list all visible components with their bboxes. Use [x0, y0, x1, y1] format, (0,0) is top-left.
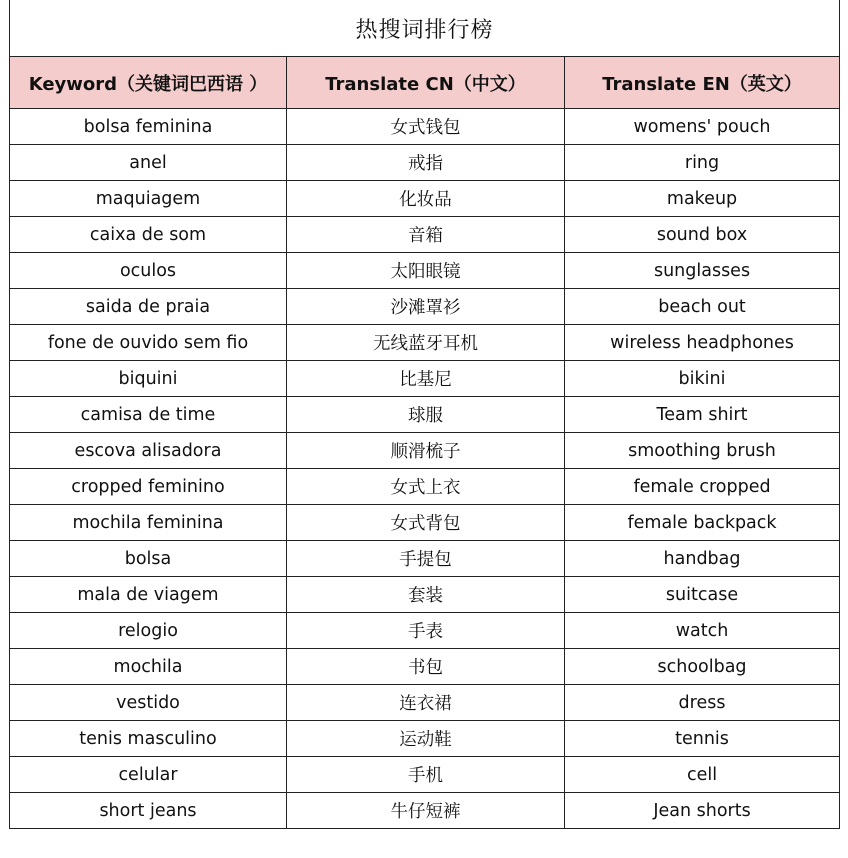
translate-en-cell[interactable]: Team shirt: [565, 397, 840, 433]
translate-cn-cell[interactable]: 音箱: [287, 217, 565, 253]
keyword-cell[interactable]: vestido: [10, 685, 287, 721]
keyword-cell[interactable]: short jeans: [10, 793, 287, 829]
table-row: [10, 793, 840, 829]
translate-cn-cell[interactable]: 沙滩罩衫: [287, 289, 565, 325]
translate-cn-cell[interactable]: 手表: [287, 613, 565, 649]
table-row: [10, 109, 840, 145]
keyword-cell[interactable]: tenis masculino: [10, 721, 287, 757]
keyword-cell[interactable]: caixa de som: [10, 217, 287, 253]
keyword-cell[interactable]: cropped feminino: [10, 469, 287, 505]
table-body: [10, 109, 840, 829]
translate-en-cell[interactable]: female cropped: [565, 469, 840, 505]
translate-cn-cell[interactable]: 女式钱包: [287, 109, 565, 145]
translate-en-cell[interactable]: cell: [565, 757, 840, 793]
translate-en-cell[interactable]: womens' pouch: [565, 109, 840, 145]
translate-en-cell[interactable]: handbag: [565, 541, 840, 577]
table-title: 热搜词排行榜: [10, 0, 840, 57]
table-row: [10, 577, 840, 613]
translate-en-cell[interactable]: bikini: [565, 361, 840, 397]
translate-cn-cell[interactable]: 书包: [287, 649, 565, 685]
table-row: [10, 721, 840, 757]
keyword-cell[interactable]: camisa de time: [10, 397, 287, 433]
translate-cn-cell[interactable]: 化妆品: [287, 181, 565, 217]
keyword-cell[interactable]: escova alisadora: [10, 433, 287, 469]
table-row: [10, 289, 840, 325]
table-row: [10, 397, 840, 433]
table-row: [10, 253, 840, 289]
table-row: [10, 505, 840, 541]
translate-cn-cell[interactable]: 女式背包: [287, 505, 565, 541]
table-row: [10, 469, 840, 505]
keyword-cell[interactable]: mochila: [10, 649, 287, 685]
keyword-cell[interactable]: mala de viagem: [10, 577, 287, 613]
translate-cn-cell[interactable]: 手机: [287, 757, 565, 793]
translate-cn-cell[interactable]: 女式上衣: [287, 469, 565, 505]
translate-cn-cell[interactable]: 顺滑梳子: [287, 433, 565, 469]
translate-en-cell[interactable]: schoolbag: [565, 649, 840, 685]
translate-cn-cell[interactable]: 无线蓝牙耳机: [287, 325, 565, 361]
keyword-cell[interactable]: saida de praia: [10, 289, 287, 325]
keyword-cell[interactable]: celular: [10, 757, 287, 793]
table-row: [10, 613, 840, 649]
translate-en-cell[interactable]: makeup: [565, 181, 840, 217]
translate-en-cell[interactable]: smoothing brush: [565, 433, 840, 469]
table-row: [10, 757, 840, 793]
translate-en-cell[interactable]: dress: [565, 685, 840, 721]
keyword-cell[interactable]: relogio: [10, 613, 287, 649]
keyword-cell[interactable]: fone de ouvido sem fio: [10, 325, 287, 361]
translate-en-cell[interactable]: tennis: [565, 721, 840, 757]
keyword-cell[interactable]: mochila feminina: [10, 505, 287, 541]
translate-cn-cell[interactable]: 连衣裙: [287, 685, 565, 721]
translate-cn-cell[interactable]: 球服: [287, 397, 565, 433]
table-row: [10, 433, 840, 469]
translate-en-cell[interactable]: suitcase: [565, 577, 840, 613]
table-row: [10, 541, 840, 577]
translate-cn-cell[interactable]: 套装: [287, 577, 565, 613]
translate-cn-cell[interactable]: 比基尼: [287, 361, 565, 397]
translate-en-cell[interactable]: female backpack: [565, 505, 840, 541]
translate-cn-cell[interactable]: 手提包: [287, 541, 565, 577]
table-row: [10, 217, 840, 253]
keyword-ranking-table: [9, 0, 840, 829]
translate-en-cell[interactable]: sound box: [565, 217, 840, 253]
translate-en-cell[interactable]: Jean shorts: [565, 793, 840, 829]
table-row: [10, 181, 840, 217]
keyword-cell[interactable]: bolsa feminina: [10, 109, 287, 145]
keyword-cell[interactable]: maquiagem: [10, 181, 287, 217]
translate-cn-cell[interactable]: 戒指: [287, 145, 565, 181]
column-header-translate-en: Translate EN（英文）: [565, 57, 840, 109]
translate-en-cell[interactable]: ring: [565, 145, 840, 181]
translate-en-cell[interactable]: sunglasses: [565, 253, 840, 289]
table-row: [10, 145, 840, 181]
title-row: [10, 0, 840, 57]
translate-en-cell[interactable]: wireless headphones: [565, 325, 840, 361]
keyword-cell[interactable]: biquini: [10, 361, 287, 397]
table-row: [10, 325, 840, 361]
translate-en-cell[interactable]: beach out: [565, 289, 840, 325]
column-header-translate-cn: Translate CN（中文）: [287, 57, 565, 109]
keyword-cell[interactable]: anel: [10, 145, 287, 181]
table-row: [10, 649, 840, 685]
keyword-cell[interactable]: oculos: [10, 253, 287, 289]
keyword-cell[interactable]: bolsa: [10, 541, 287, 577]
table-row: [10, 685, 840, 721]
translate-en-cell[interactable]: watch: [565, 613, 840, 649]
translate-cn-cell[interactable]: 运动鞋: [287, 721, 565, 757]
table-row: [10, 361, 840, 397]
header-row: [10, 57, 840, 109]
translate-cn-cell[interactable]: 牛仔短裤: [287, 793, 565, 829]
column-header-keyword: Keyword（关键词巴西语 ）: [10, 57, 287, 109]
translate-cn-cell[interactable]: 太阳眼镜: [287, 253, 565, 289]
